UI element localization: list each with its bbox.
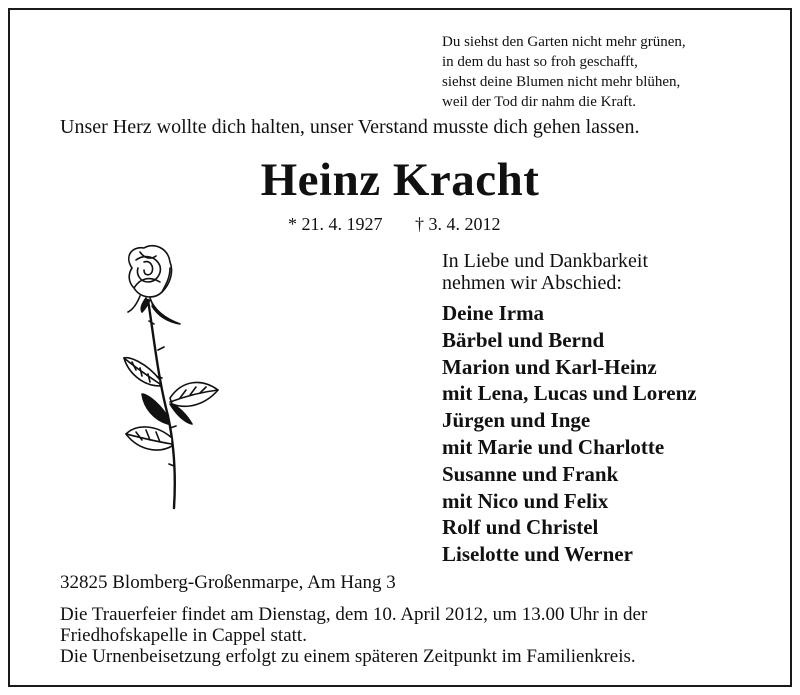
mourner: Marion und Karl-Heinz <box>442 354 657 379</box>
obituary-frame <box>8 8 792 687</box>
motto: Unser Herz wollte dich halten, unser Verstand musste dich gehen lassen. <box>60 116 640 138</box>
info-line: Die Trauerfeier findet am Dienstag, dem 10. April 2012, um 13.00 Uhr in der <box>60 604 648 625</box>
mourner: Rolf und Christel <box>442 515 599 540</box>
poem-line: siehst deine Blumen nicht mehr blühen, <box>442 74 681 90</box>
poem-line: in dem du hast so froh geschafft, <box>442 54 638 70</box>
info-line: Friedhofskapelle in Cappel statt. <box>60 625 307 646</box>
death-date: † 3. 4. 2012 <box>415 214 501 234</box>
mourner: Susanne und Frank <box>442 461 619 486</box>
address: 32825 Blomberg-Großenmarpe, Am Hang 3 <box>60 572 396 593</box>
mourner: Bärbel und Bernd <box>442 327 605 352</box>
birth-date: * 21. 4. 1927 <box>288 214 383 234</box>
mourner: mit Marie und Charlotte <box>442 434 665 459</box>
mourner: mit Nico und Felix <box>442 488 609 513</box>
life-dates <box>288 214 501 235</box>
poem-line: weil der Tod dir nahm die Kraft. <box>442 94 637 110</box>
mourner: Liselotte und Werner <box>442 542 633 567</box>
poem-line: Du siehst den Garten nicht mehr grünen, <box>442 34 686 50</box>
farewell-intro <box>442 250 648 294</box>
mourner: Deine Irma <box>442 301 545 325</box>
intro-line: In Liebe und Dankbarkeit <box>442 250 649 272</box>
deceased-name: Heinz Kracht <box>260 154 540 206</box>
mourner: Jürgen und Inge <box>442 408 591 433</box>
rose-icon <box>110 238 222 514</box>
mourner: mit Lena, Lucas und Lorenz <box>442 381 697 406</box>
mourners-list <box>442 300 697 568</box>
info-line: Die Urnenbeisetzung erfolgt zu einem späteren Zeitpunkt im Familienkreis. <box>60 646 636 667</box>
poem <box>442 32 686 112</box>
intro-line: nehmen wir Abschied: <box>442 272 622 294</box>
ceremony-info <box>60 604 647 667</box>
